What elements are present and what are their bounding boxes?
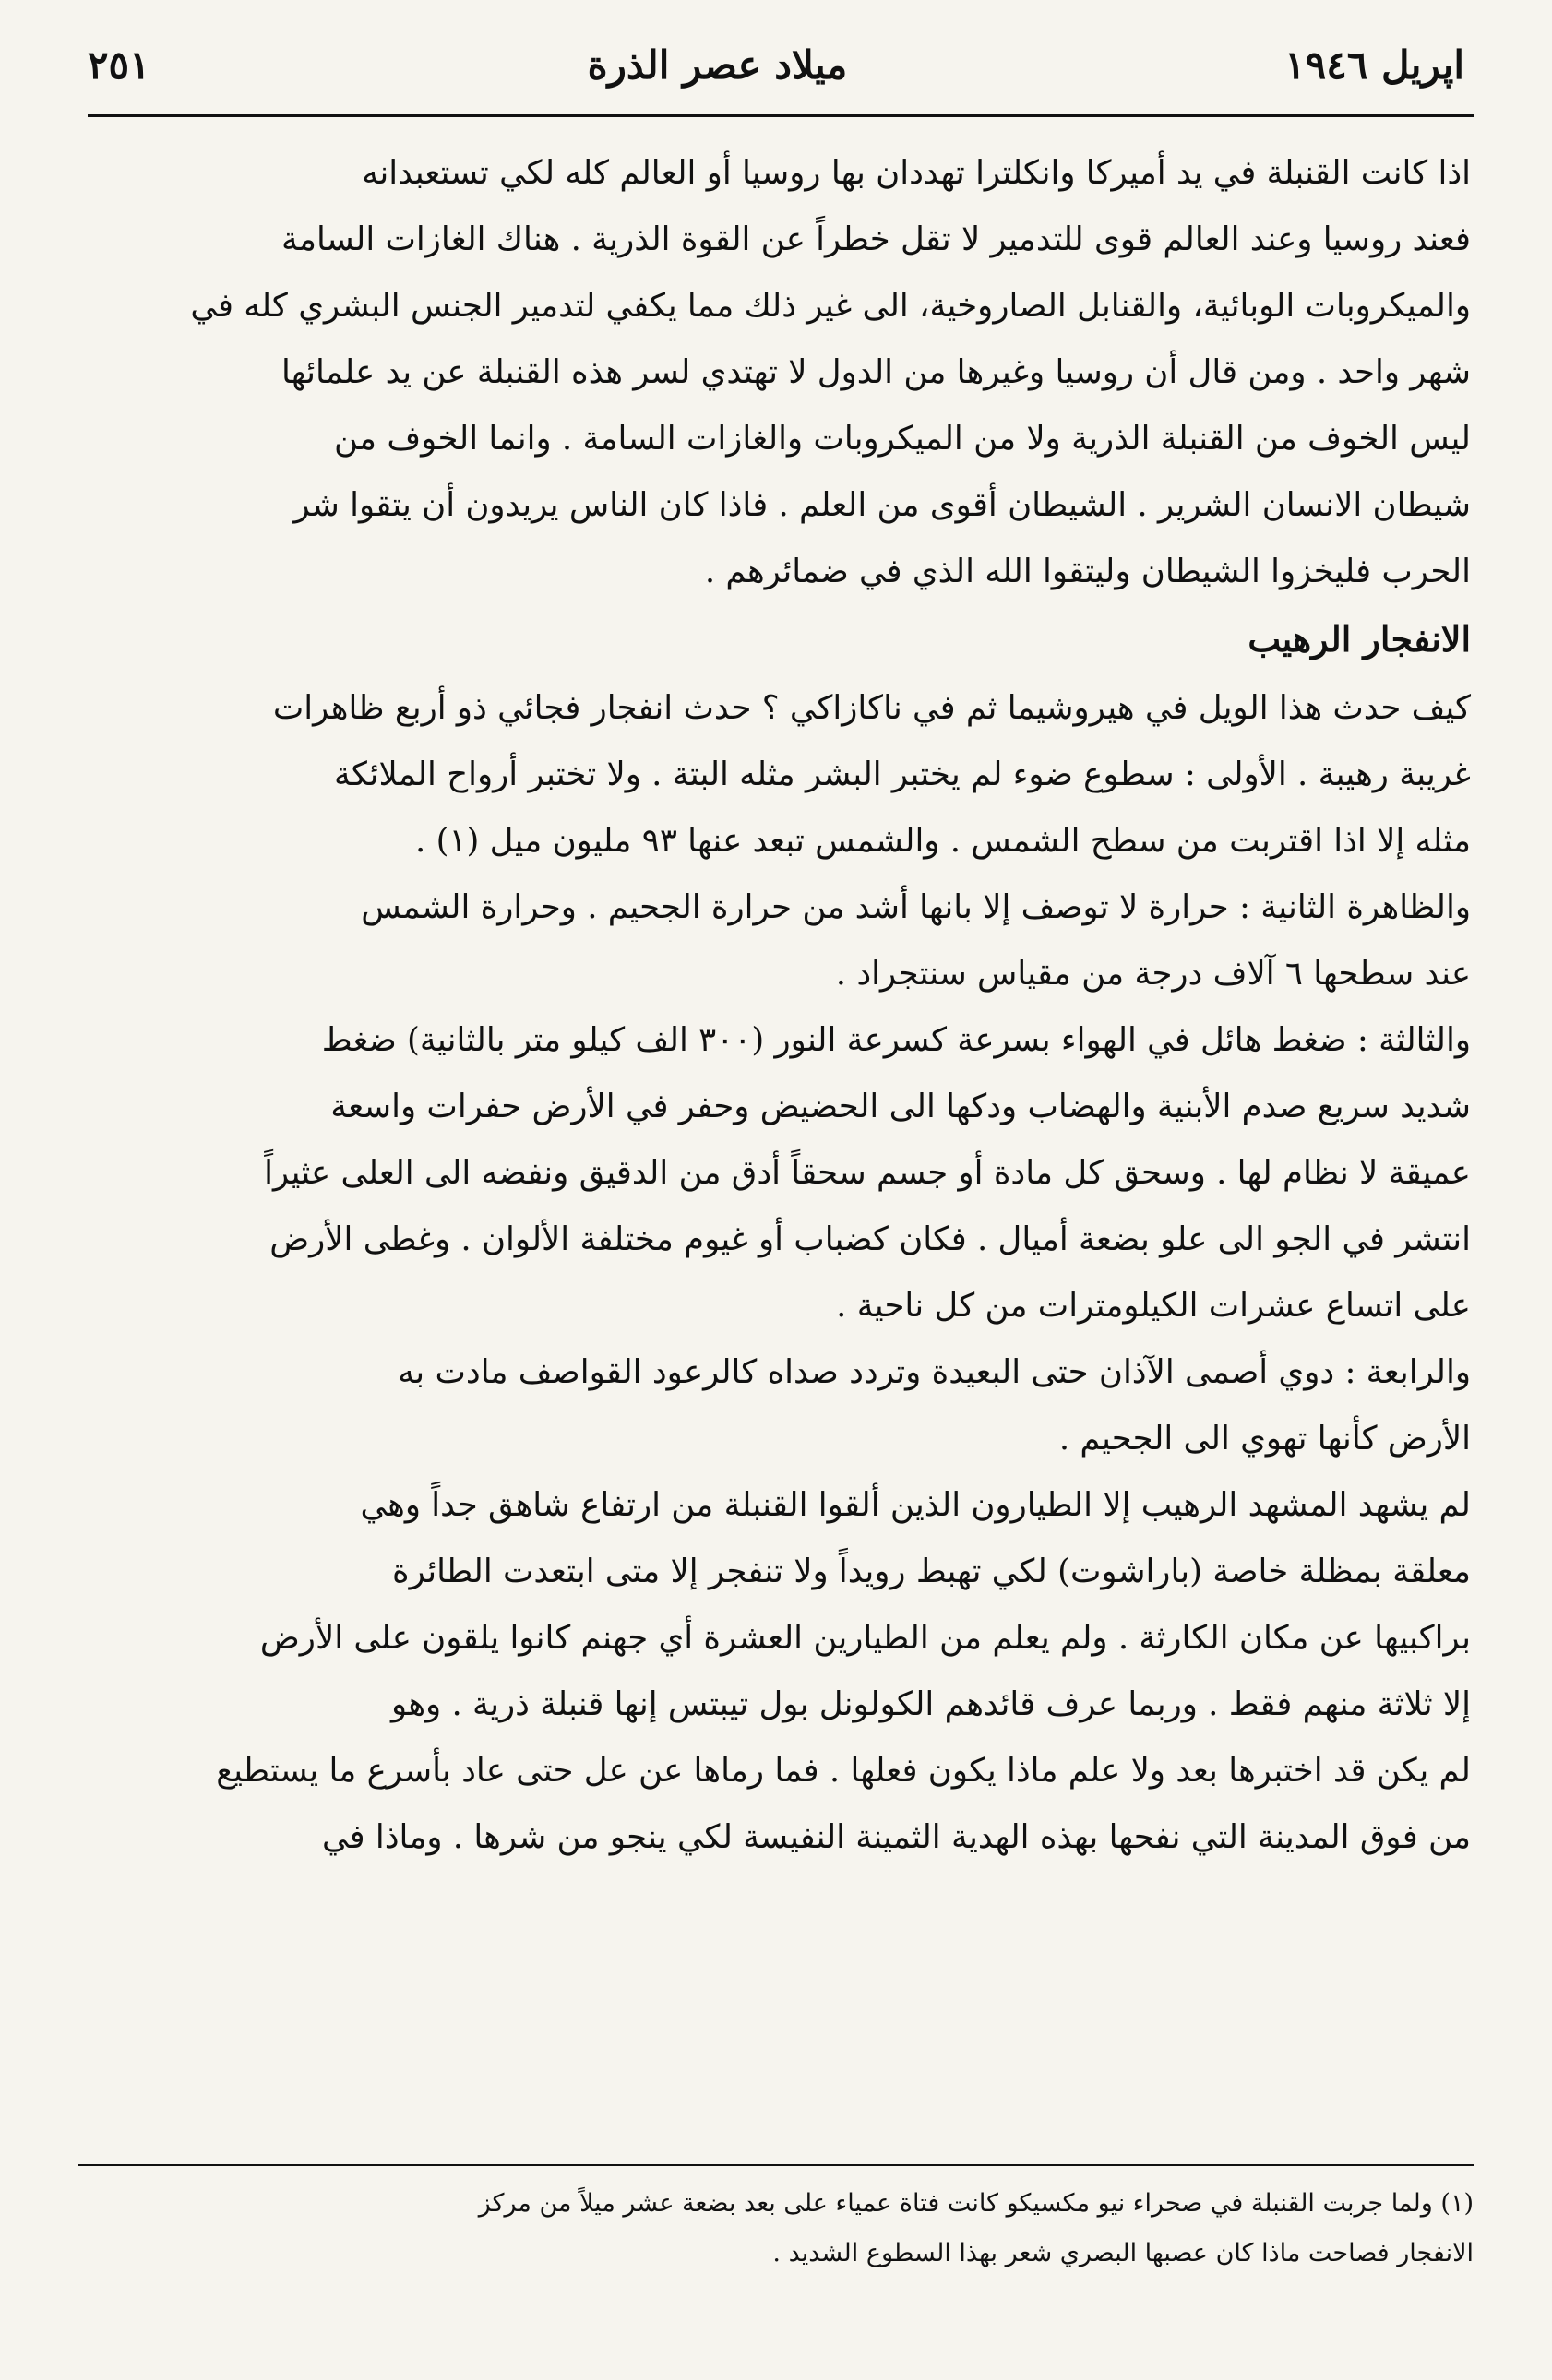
paragraph-5: والثالثة : ضغط هائل في الهواء بسرعة كسرعة النور (٣٠٠ الف كيلو متر بالثانية) ضغط شديد سريع صدم الأبنية والهضاب ودكها الى الحضيض وحفر في الأرض حفرات واسعة عميقة لا نظام لها . وسحق كل مادة أو جسم سحقاً أدق من الدقيق ونفضه الى العلى عثيراً انتشر في الجو الى علو بضعة أميال . فكان كضباب أو غيوم مختلفة الألوان . وغطى الأرض على اتساع عشرات الكيلومترات من كل ناحية . [264, 1021, 1471, 1325]
page-body [74, 140, 1471, 2145]
header-title: ميلاد عصر الذرة [587, 42, 848, 88]
paragraph-3: كيف حدث هذا الويل في هيروشيما ثم في ناكازاكي ؟ حدث انفجار فجائي ذو أربع ظاهرات غريبة رهيبة . الأولى : سطوع ضوء لم يختبر البشر مثله البتة . ولا تختبر أرواح الملائكة مثله إلا اذا اقتربت من سطح الشمس . والشمس تبعد عنها ٩٣ مليون ميل (١) . [272, 689, 1471, 860]
paragraph-2: ليس الخوف من القنبلة الذرية ولا من الميكروبات والغازات السامة . وانما الخوف من شيطان الانسان الشرير . الشيطان أقوى من العلم . فاذا كان الناس يريدون أن يتقوا شر الحرب فليخزوا الشيطان وليتقوا الله الذي في ضمائرهم . [293, 420, 1471, 590]
paragraph-4: والظاهرة الثانية : حرارة لا توصف إلا بانها أشد من حرارة الجحيم . وحرارة الشمس عند سطحها ٦ آلاف درجة من مقياس سنتجراد . [361, 888, 1471, 993]
footnote-rule [78, 2164, 1474, 2166]
paragraph-7: لم يشهد المشهد الرهيب إلا الطيارون الذين ألقوا القنبلة من ارتفاع شاهق جداً وهي معلقة بمظلة خاصة (باراشوت) لكي تهبط رويداً ولا تنفجر إلا متى ابتعدت الطائرة براكبيها عن مكان الكارثة . ولم يعلم من الطيارين العشرة أي جهنم كانوا يلقون على الأرض إلا ثلاثة منهم فقط . وربما عرف قائدهم الكولونل بول تيبتس إنها قنبلة ذرية . وهو لم يكن قد اختبرها بعد ولا علم ماذا يكون فعلها . فما رماها عن عل حتى عاد بأسرع ما يستطيع من فوق المدينة التي نفحها بهذه الهدية الثمينة النفيسة لكي ينجو من شرها . وماذا في [216, 1486, 1471, 1856]
footnote: (١) ولما جربت القنبلة في صحراء نيو مكسيكو كانت فتاة عمياء على بعد بضعة عشر ميلاً من مركز الانفجار فصاحت ماذا كان عصبها البصري شعر بهذا السطوع الشديد . [478, 2189, 1474, 2267]
paragraph-1: اذا كانت القنبلة في يد أميركا وانكلترا تهددان بها روسيا أو العالم كله لكي تستعبدانه فعند روسيا وعند العالم قوى للتدمير لا تقل خطراً عن القوة الذرية . هناك الغازات السامة والميكروبات الوبائية، والقنابل الصاروخية، الى غير ذلك مما يكفي لتدمير الجنس البشري كله في شهر واحد . ومن قال أن روسيا وغيرها من الدول لا تهتدي لسر هذه القنبلة عن يد علمائها [190, 154, 1471, 391]
header-date: اپريل ١٩٤٦ [1284, 42, 1464, 88]
page-header [88, 31, 1464, 98]
paragraph-6: والرابعة : دوي أصمى الآذان حتى البعيدة وتردد صداه كالرعود القواصف مادت به الأرض كأنها تهوي الى الجحيم . [398, 1353, 1471, 1458]
header-rule [88, 114, 1474, 117]
page-number: ٢٥١ [88, 42, 150, 88]
section-heading: الانفجار الرهيب [1248, 618, 1471, 660]
